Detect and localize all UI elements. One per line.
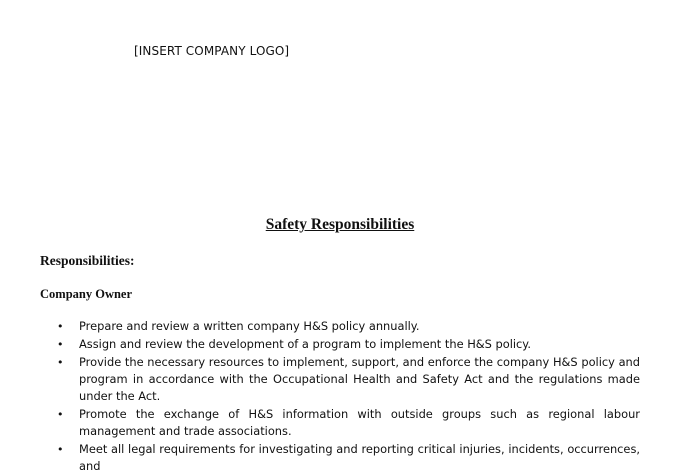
list-item-text: Provide the necessary resources to implement, support, and enforce the company H&S policy and program in accordance with the Occupational Health and Safety Act and the regulations made under the Act. <box>79 355 640 403</box>
bullet-icon: • <box>57 356 64 369</box>
list-item-text: Promote the exchange of H&S information with outside groups such as regional labour management and trade associations. <box>79 407 640 438</box>
bullet-icon: • <box>57 408 64 421</box>
role-heading-company-owner: Company Owner <box>40 287 133 301</box>
list-item <box>57 441 640 475</box>
bullet-icon: • <box>57 320 64 333</box>
company-logo-placeholder: [INSERT COMPANY LOGO] <box>134 44 290 58</box>
list-item-text: Assign and review the development of a program to implement the H&S policy. <box>79 337 532 351</box>
list-item-text: Prepare and review a written company H&S policy annually. <box>79 319 420 333</box>
responsibilities-list <box>57 318 640 476</box>
bullet-icon: • <box>57 443 64 456</box>
section-heading-responsibilities: Responsibilities: <box>40 253 135 268</box>
list-item <box>57 336 640 353</box>
list-item <box>57 354 640 405</box>
document-title: Safety Responsibilities <box>265 216 415 233</box>
bullet-icon: • <box>57 338 64 351</box>
list-item <box>57 406 640 440</box>
list-item-text: Meet all legal requirements for investigating and reporting critical injuries, incidents, occurrences, and <box>79 442 640 473</box>
list-item <box>57 318 640 335</box>
